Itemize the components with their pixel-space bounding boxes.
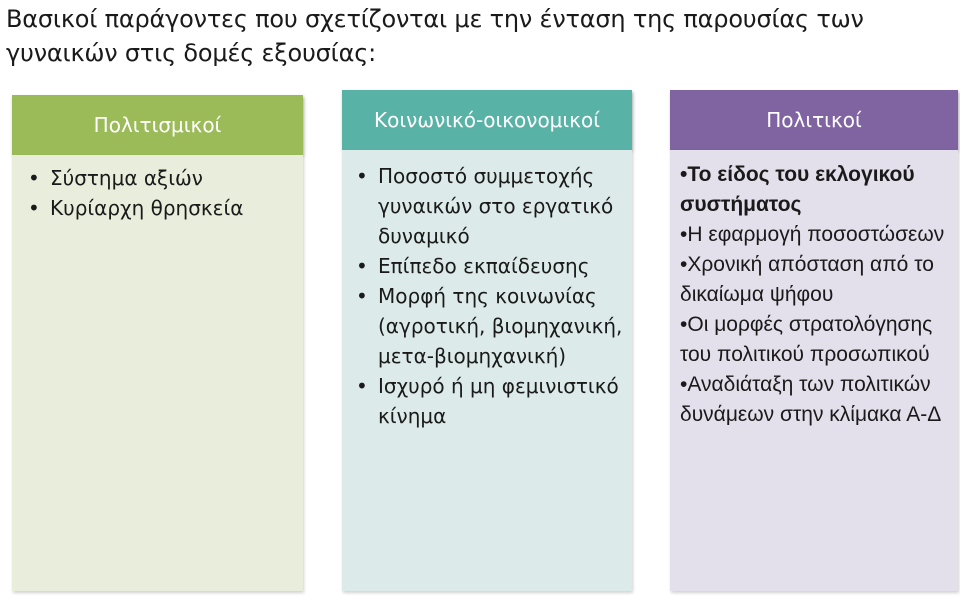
list-item-text: Κυρίαρχη θρησκεία — [50, 196, 244, 220]
column-header-political: Πολιτικοί — [670, 90, 958, 150]
factor-list-political — [680, 160, 952, 430]
list-item-text: Το είδος του εκλογικού συστήματος — [680, 163, 915, 216]
bullet-icon: • — [680, 373, 688, 396]
list-item — [28, 193, 298, 223]
list-item-text: Επίπεδο εκπαίδευσης — [378, 254, 590, 278]
list-item — [356, 161, 624, 251]
bullet-icon: • — [356, 164, 368, 188]
list-item-text: Ισχυρό ή μη φεμινιστικό κίνημα — [378, 374, 619, 428]
column-cultural — [12, 95, 303, 591]
bullet-icon: • — [680, 313, 688, 336]
column-header-socioeconomic: Κοινωνικό-οικονομικοί — [342, 90, 632, 150]
bullet-icon: • — [356, 254, 368, 278]
bullet-icon: • — [680, 223, 688, 246]
list-item-text: Σύστημα αξιών — [50, 166, 203, 190]
list-item-text: Ποσοστό συμμετοχής γυναικών στο εργατικό δυναμικό — [378, 164, 614, 248]
page-title: Βασικοί παράγοντες που σχετίζονται με την ένταση της παρουσίας των γυναικών στις δομές εξουσίας: — [6, 5, 864, 67]
list-item — [680, 220, 952, 250]
list-item — [356, 371, 624, 431]
list-item — [680, 370, 952, 430]
bullet-icon: • — [28, 166, 40, 190]
list-item-text: Οι μορφές στρατολόγησης του πολιτικού προσωπικού — [680, 313, 933, 366]
bullet-icon: • — [356, 284, 368, 308]
column-socioeconomic — [342, 90, 632, 591]
bullet-icon: • — [680, 163, 688, 186]
column-political — [670, 90, 958, 591]
list-item-text: Χρονική απόσταση από το δικαίωμα ψήφου — [680, 253, 934, 306]
bullet-icon: • — [680, 253, 688, 276]
list-item — [680, 250, 952, 310]
column-header-cultural: Πολιτισμικοί — [12, 95, 303, 155]
list-item — [680, 160, 952, 220]
list-item — [356, 281, 624, 371]
list-item — [680, 310, 952, 370]
list-item — [356, 251, 624, 281]
list-item-text: Αναδιάταξη των πολιτικών δυνάμεων στην κλίμακα Α-Δ — [680, 373, 942, 426]
bullet-icon: • — [28, 196, 40, 220]
factor-list-socioeconomic — [356, 161, 624, 431]
factor-list-cultural — [28, 163, 298, 223]
list-item — [28, 163, 298, 193]
bullet-icon: • — [356, 374, 368, 398]
list-item-text: Μορφή της κοινωνίας (αγροτική, βιομηχανική, μετα-βιομηχανική) — [378, 284, 623, 368]
list-item-text: Η εφαρμογή ποσοστώσεων — [687, 223, 945, 246]
